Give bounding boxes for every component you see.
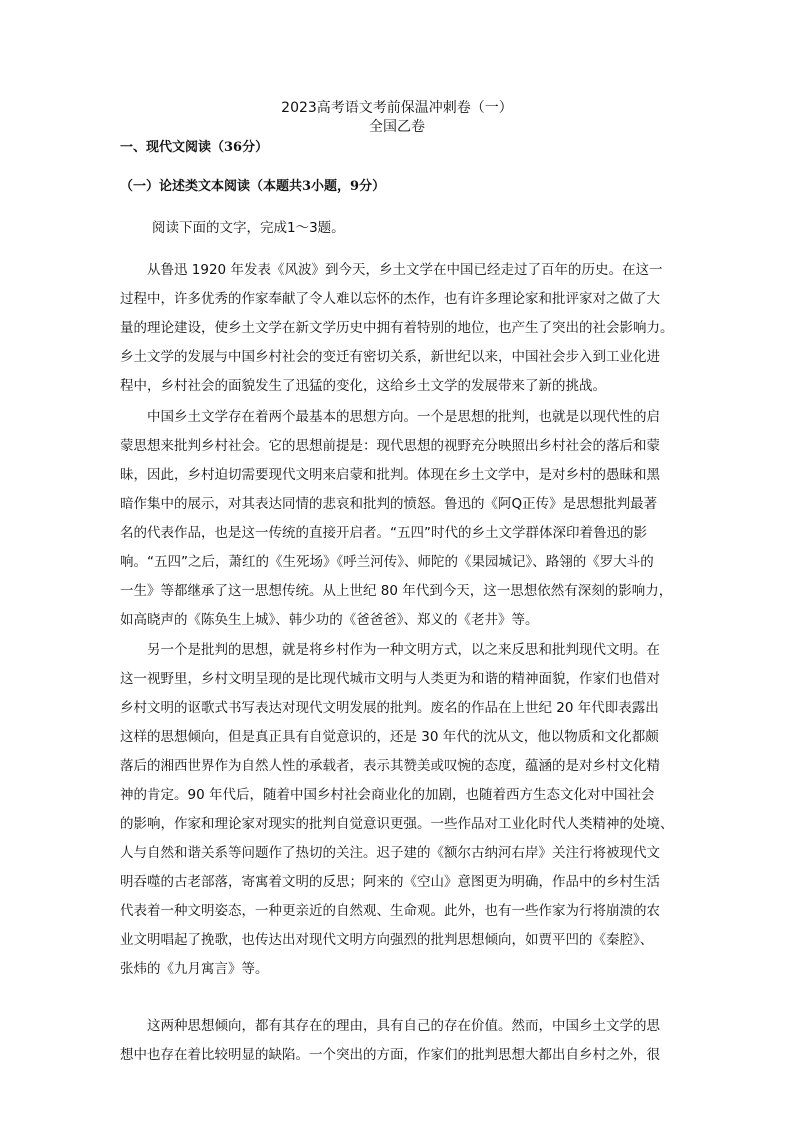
paragraph-line: 想中也存在着比较明显的缺陷。一个突出的方面，作家们的批判思想大都出自乡村之外，很 [120,1047,660,1063]
paragraph-line: 业文明唱起了挽歌，也传达出对现代文明方向强烈的批判思想倾向，如贾平凹的《秦腔》、 [120,932,654,948]
paragraph-line: 程中，乡村社会的面貌发生了迅猛的变化，这给乡土文学的发展带来了新的挑战。 [120,378,606,394]
paragraph-1 [120,256,676,401]
paragraph-line: 明吞噬的古老部落，寄寓着文明的反思；阿来的《空山》意图更为明确，作品中的乡村生活 [120,874,660,890]
paragraph-line: 神的肯定。90 年代后，随着中国乡村社会商业化的加剧，也随着西方生态文化对中国社会 [120,787,655,803]
paragraph-line: 名的代表作品，也是这一传统的直接开启者。“五四”时代的乡土文学群体深印着鲁迅的影 [120,525,647,541]
paragraph-line: 量的理论建设，使乡土文学在新文学历史中拥有着特别的地位，也产生了突出的社会影响力。 [120,320,674,336]
paragraph-line: 过程中，许多优秀的作家奉献了令人难以忘怀的杰作，也有许多理论家和批评家对之做了大 [120,291,660,307]
paragraph-line: 乡土文学的发展与中国乡村社会的变迁有密切关系，新世纪以来，中国社会步入到工业化进 [120,349,660,365]
document-subtitle: 全国乙卷 [369,119,425,135]
paragraph-line: 如高晓声的《陈奂生上城》、韩少功的《爸爸爸》、郑义的《老井》等。 [120,612,539,628]
paragraph-line: 一生》等都继承了这一思想传统。从上世纪 80 年代到今天，这一思想依然有深刻的影响力， [120,583,673,599]
reading-instruction: 阅读下面的文字，完成1～3题。 [152,220,345,236]
subsection-heading: （一）论述类文本阅读（本题共3小题，9分） [120,179,386,194]
paragraph-line: 人与自然和谐关系等问题作了热切的关注。迟子建的《额尔古纳河右岸》关注行将被现代文 [120,845,660,861]
paragraph-line: 暗作集中的展示，对其表达同情的悲哀和批判的愤怒。鲁迅的《阿Q正传》是思想批判最著 [120,496,658,512]
paragraph-line: 这一视野里，乡村文明呈现的是比现代城市文明与人类更为和谐的精神面貌，作家们也借对 [120,671,660,687]
paragraph-line: 另一个是批判的思想，就是将乡村作为一种文明方式，以之来反思和批判现代文明。在 [147,642,660,658]
paragraph-line: 这两种思想倾向，都有其存在的理由，具有自己的存在价值。然而，中国乡土文学的思 [147,1018,660,1034]
paragraph-line: 代表着一种文明姿态，一种更亲近的自然观、生命观。此外，也有一些作家为行将崩溃的农 [120,903,660,919]
paragraph-line: 的影响，作家和理论家对现实的批判自觉意识更强。一些作品对工业化时代人类精神的处境、 [120,816,674,832]
paragraph-line: 张炜的《九月寓言》等。 [120,961,269,977]
section-heading: 一、现代文阅读（36分） [120,140,269,155]
paragraph-line: 中国乡土文学存在着两个最基本的思想方向。一个是思想的批判，也就是以现代性的启 [147,409,660,425]
paragraph-line: 昧，因此，乡村迫切需要现代文明来启蒙和批判。体现在乡土文学中，是对乡村的愚昧和黑 [120,467,660,483]
paragraph-4 [120,1012,676,1070]
paragraph-line: 蒙思想来批判乡村社会。它的思想前提是：现代思想的视野充分映照出乡村社会的落后和蒙 [120,438,660,454]
paragraph-line: 落后的湘西世界作为自然人性的承载者，表示其赞美或叹惋的态度，蕴涵的是对乡村文化精 [120,758,660,774]
paragraph-2 [120,403,676,635]
paragraph-line: 乡村文明的讴歌式书写表达对现代文明发展的批判。废名的作品在上世纪 20 年代即表露出 [120,700,659,716]
paragraph-line: 从鲁迅 1920 年发表《风波》到今天，乡土文学在中国已经走过了百年的历史。在这一 [147,262,663,278]
paragraph-line: 响。“五四”之后，萧红的《生死场》《呼兰河传》、师陀的《果园城记》、路翎的《罗大斗的 [120,554,654,570]
paragraph-line: 这样的思想倾向，但是真正具有自觉意识的，还是 30 年代的沈从文，他以物质和文化都颇 [120,729,659,745]
paragraph-3 [120,636,676,984]
document-title: 2023高考语文考前保温冲刺卷（一） [281,100,513,116]
